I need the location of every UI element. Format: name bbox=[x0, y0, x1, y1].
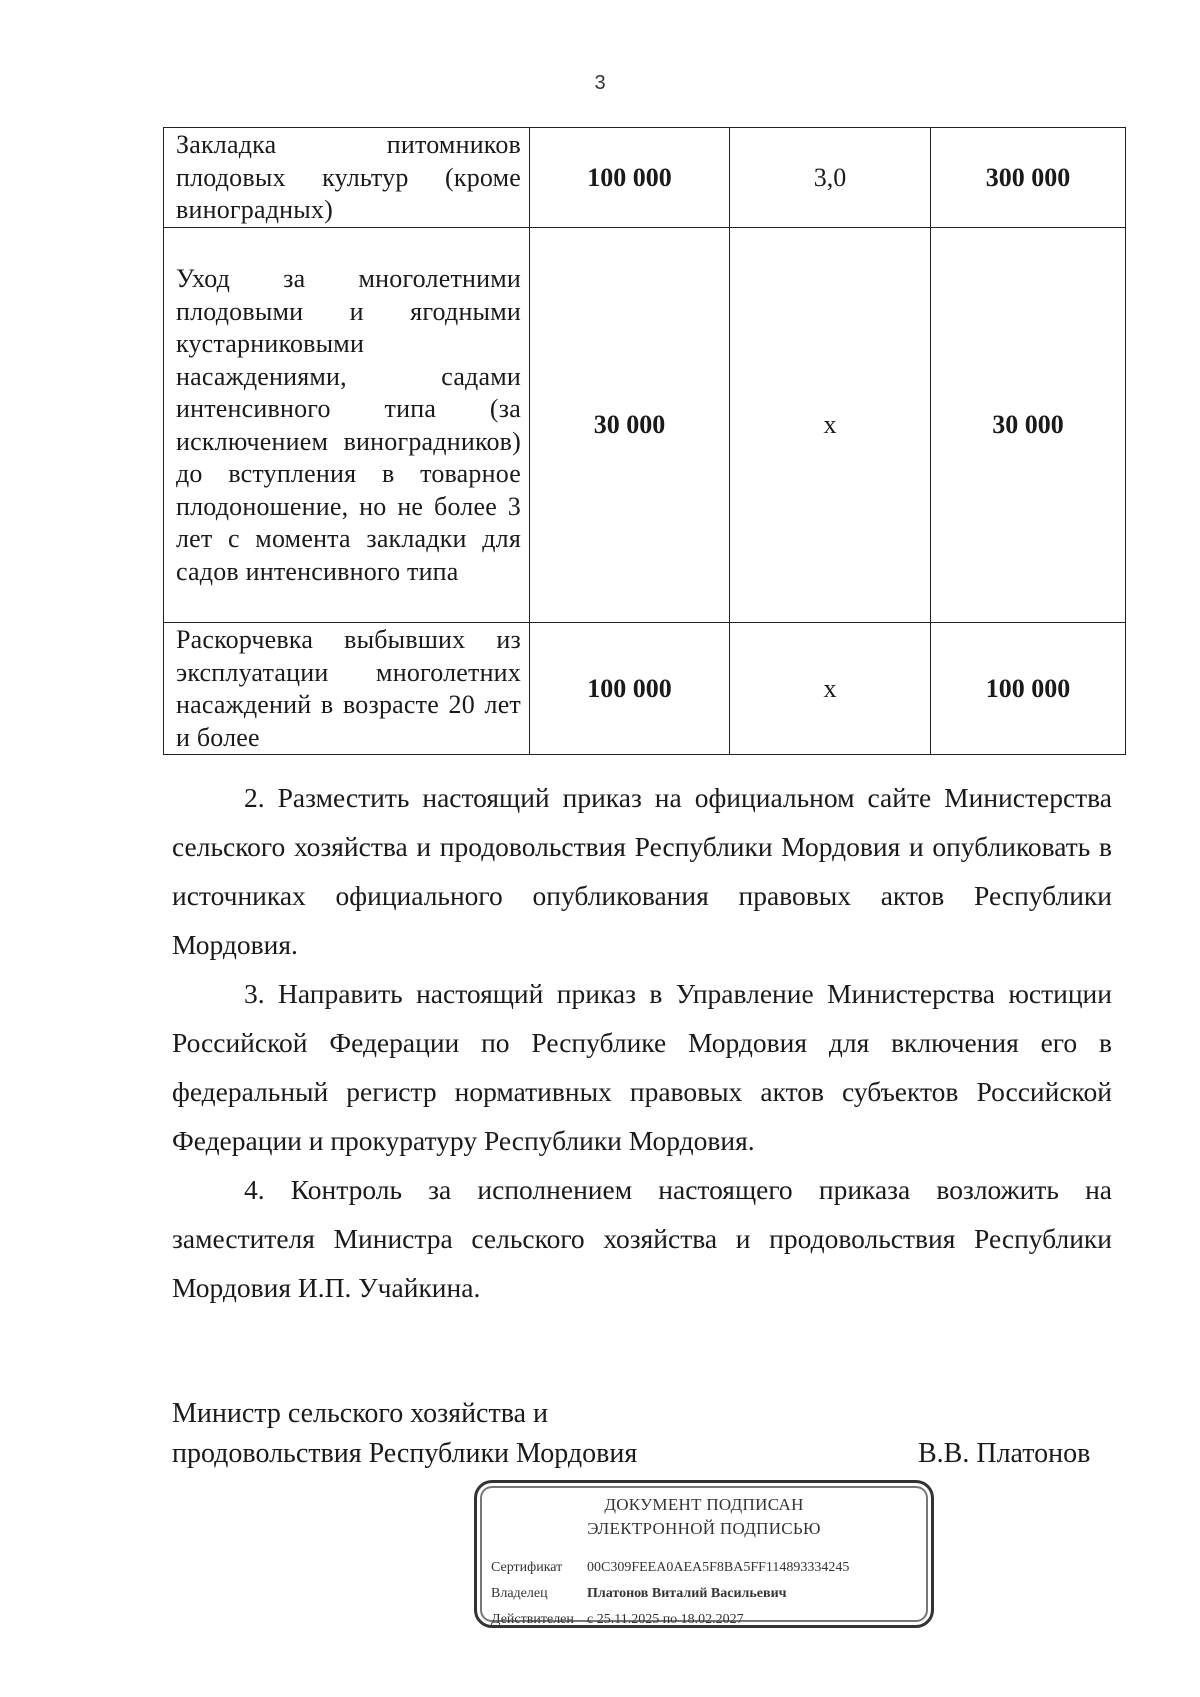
position-line: Министр сельского хозяйства и bbox=[172, 1398, 548, 1429]
stamp-header-line: ЭЛЕКТРОННОЙ ПОДПИСЬЮ bbox=[587, 1519, 821, 1538]
coefficient-cell: х bbox=[730, 228, 931, 623]
owner-value: Платонов Виталий Васильевич bbox=[587, 1586, 787, 1601]
certificate-value: 00C309FEEA0AEA5F8BA5FF114893334245 bbox=[587, 1560, 850, 1575]
table-row bbox=[164, 623, 1126, 755]
table-row bbox=[164, 128, 1126, 228]
table-row bbox=[164, 228, 1126, 623]
page-number: 3 bbox=[594, 72, 606, 94]
e-signature-stamp bbox=[474, 1480, 934, 1628]
stamp-header bbox=[477, 1493, 931, 1541]
subsidy-rates-table bbox=[163, 127, 1126, 755]
work-type-cell: Уход за многолетними плодовыми и ягодными кустарниковыми насаждениями, садами интенсивного типа (за исключением виноградников) до вступления в товарное плодоношение, но не более 3 лет с момента закладки для садов интенсивного типа bbox=[164, 228, 530, 623]
stamp-validity-row bbox=[491, 1612, 744, 1628]
position-line: продовольствия Республики Мордовия bbox=[172, 1438, 638, 1469]
signatory-name: В.В. Платонов bbox=[918, 1438, 1091, 1469]
coefficient-cell: х bbox=[730, 623, 931, 755]
paragraph-publication: 2. Разместить настоящий приказ на официальном сайте Министерства сельского хозяйства и продовольствия Республики Мордовия и опубликовать в источниках официального опубликования правовых актов Республики Мордовия. bbox=[172, 782, 1112, 960]
stamp-certificate-row bbox=[491, 1560, 849, 1576]
coefficient-cell: 3,0 bbox=[730, 128, 931, 228]
total-cell: 100 000 bbox=[931, 623, 1126, 755]
validity-label: Действителен bbox=[491, 1612, 574, 1627]
total-cell: 30 000 bbox=[931, 228, 1126, 623]
total-cell: 300 000 bbox=[931, 128, 1126, 228]
owner-label: Владелец bbox=[491, 1586, 548, 1601]
paragraph-registration: 3. Направить настоящий приказ в Управление Министерства юстиции Российской Федерации по Республике Мордовия для включения его в федеральный регистр нормативных правовых актов субъектов Российской Федерации и прокуратуру Республики Мордовия. bbox=[172, 978, 1112, 1156]
stamp-owner-row bbox=[491, 1586, 787, 1602]
paragraph-control: 4. Контроль за исполнением настоящего приказа возложить на заместителя Министра сельского хозяйства и продовольствия Республики Мордовия И.П. Учайкина. bbox=[172, 1174, 1112, 1303]
rate-cell: 100 000 bbox=[530, 128, 730, 228]
work-type-cell: Закладка питомников плодовых культур (кроме виноградных) bbox=[164, 128, 530, 228]
validity-value: с 25.11.2025 по 18.02.2027 bbox=[587, 1612, 744, 1627]
rate-cell: 30 000 bbox=[530, 228, 730, 623]
stamp-header-line: ДОКУМЕНТ ПОДПИСАН bbox=[604, 1495, 804, 1514]
signatory-position bbox=[172, 1394, 637, 1474]
work-type-cell: Раскорчевка выбывших из эксплуатации многолетних насаждений в возрасте 20 лет и более bbox=[164, 623, 530, 755]
rate-cell: 100 000 bbox=[530, 623, 730, 755]
certificate-label: Сертификат bbox=[491, 1560, 563, 1575]
